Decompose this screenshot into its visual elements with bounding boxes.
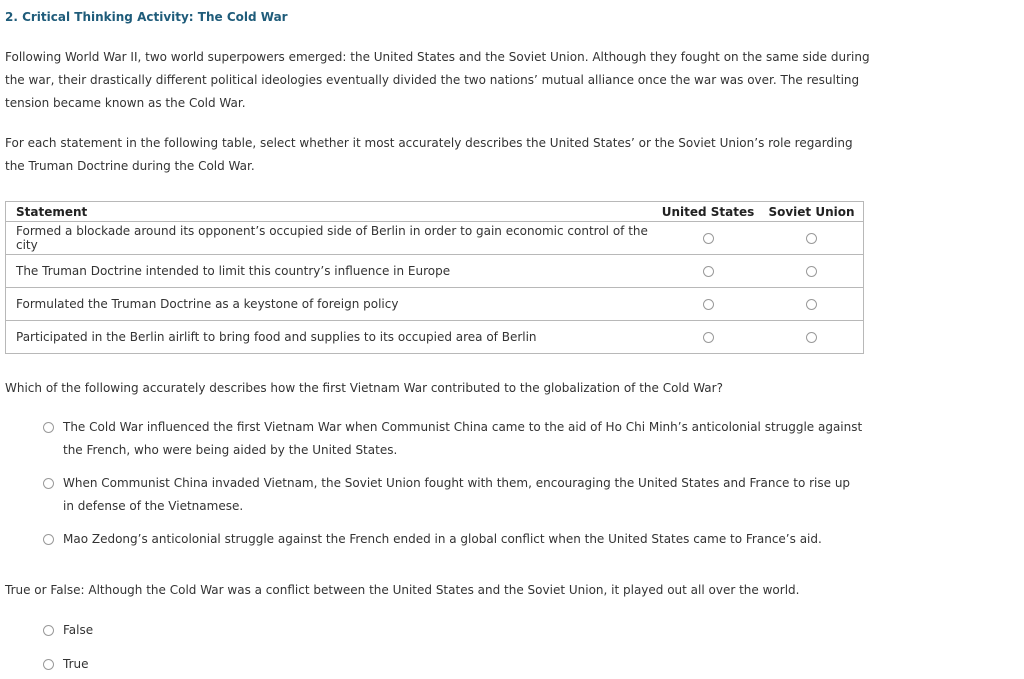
instruction-paragraph: For each statement in the following table, select whether it most accurately describes the United States’ or the Soviet Union’s role regarding the Truman Doctrine during the Cold War. bbox=[5, 136, 853, 173]
radio-vietnam-option-3[interactable] bbox=[43, 534, 54, 545]
statement-text: The Truman Doctrine intended to limit this country’s influence in Europe bbox=[6, 255, 657, 288]
question-true-false-prompt: True or False: Although the Cold War was a conflict between the United States and the Soviet Union, it played out all over the world. bbox=[5, 583, 800, 597]
statement-table bbox=[5, 201, 864, 354]
radio-cell-su bbox=[760, 255, 864, 288]
vietnam-option-3[interactable] bbox=[43, 528, 863, 551]
radio-cell-us bbox=[656, 222, 760, 255]
table-header-row bbox=[6, 202, 864, 222]
header-soviet-union: Soviet Union bbox=[760, 202, 864, 222]
statement-text: Formed a blockade around its opponent’s occupied side of Berlin in order to gain economic control of the city bbox=[6, 222, 657, 255]
radio-true[interactable] bbox=[43, 659, 54, 670]
statement-text: Participated in the Berlin airlift to bring food and supplies to its occupied area of Berlin bbox=[6, 321, 657, 354]
radio-cell-su bbox=[760, 222, 864, 255]
radio-cell-us bbox=[656, 321, 760, 354]
question-vietnam-prompt: Which of the following accurately describes how the first Vietnam War contributed to the globalization of the Cold War? bbox=[5, 381, 723, 395]
radio-row2-soviet-union[interactable] bbox=[806, 266, 817, 277]
option-label: Mao Zedong’s anticolonial struggle against the French ended in a global conflict when the United States came to France’s aid. bbox=[63, 532, 822, 546]
table-row bbox=[6, 255, 864, 288]
activity-title: 2. Critical Thinking Activity: The Cold War bbox=[5, 10, 288, 24]
table-row bbox=[6, 222, 864, 255]
radio-false[interactable] bbox=[43, 625, 54, 636]
radio-row1-soviet-union[interactable] bbox=[806, 233, 817, 244]
table-row bbox=[6, 321, 864, 354]
option-false[interactable] bbox=[43, 619, 863, 642]
vietnam-option-2[interactable] bbox=[43, 472, 863, 518]
radio-row1-united-states[interactable] bbox=[703, 233, 714, 244]
radio-row3-soviet-union[interactable] bbox=[806, 299, 817, 310]
radio-row4-soviet-union[interactable] bbox=[806, 332, 817, 343]
option-label: True bbox=[63, 657, 89, 671]
statement-text: Formulated the Truman Doctrine as a keystone of foreign policy bbox=[6, 288, 657, 321]
radio-row2-united-states[interactable] bbox=[703, 266, 714, 277]
radio-cell-us bbox=[656, 255, 760, 288]
header-statement: Statement bbox=[6, 202, 657, 222]
option-label: When Communist China invaded Vietnam, the Soviet Union fought with them, encouraging the United States and France to rise up in defense of the Vietnamese. bbox=[63, 476, 851, 513]
radio-row4-united-states[interactable] bbox=[703, 332, 714, 343]
radio-row3-united-states[interactable] bbox=[703, 299, 714, 310]
radio-cell-su bbox=[760, 288, 864, 321]
option-label: The Cold War influenced the first Vietnam War when Communist China came to the aid of Ho Chi Minh’s anticolonial struggle against the French, who were being aided by the United States. bbox=[63, 420, 863, 457]
radio-vietnam-option-2[interactable] bbox=[43, 478, 54, 489]
radio-vietnam-option-1[interactable] bbox=[43, 422, 54, 433]
header-united-states: United States bbox=[656, 202, 760, 222]
option-label: False bbox=[63, 623, 94, 637]
intro-paragraph: Following World War II, two world superpowers emerged: the United States and the Soviet Union. Although they fought on the same side during the war, their drastically different political ideologies eventually divided the two nations’ mutual alliance once the war was over. The resulting tension became known as the Cold War. bbox=[5, 50, 870, 110]
option-true[interactable] bbox=[43, 653, 863, 676]
vietnam-option-1[interactable] bbox=[43, 416, 863, 462]
table-row bbox=[6, 288, 864, 321]
radio-cell-us bbox=[656, 288, 760, 321]
radio-cell-su bbox=[760, 321, 864, 354]
